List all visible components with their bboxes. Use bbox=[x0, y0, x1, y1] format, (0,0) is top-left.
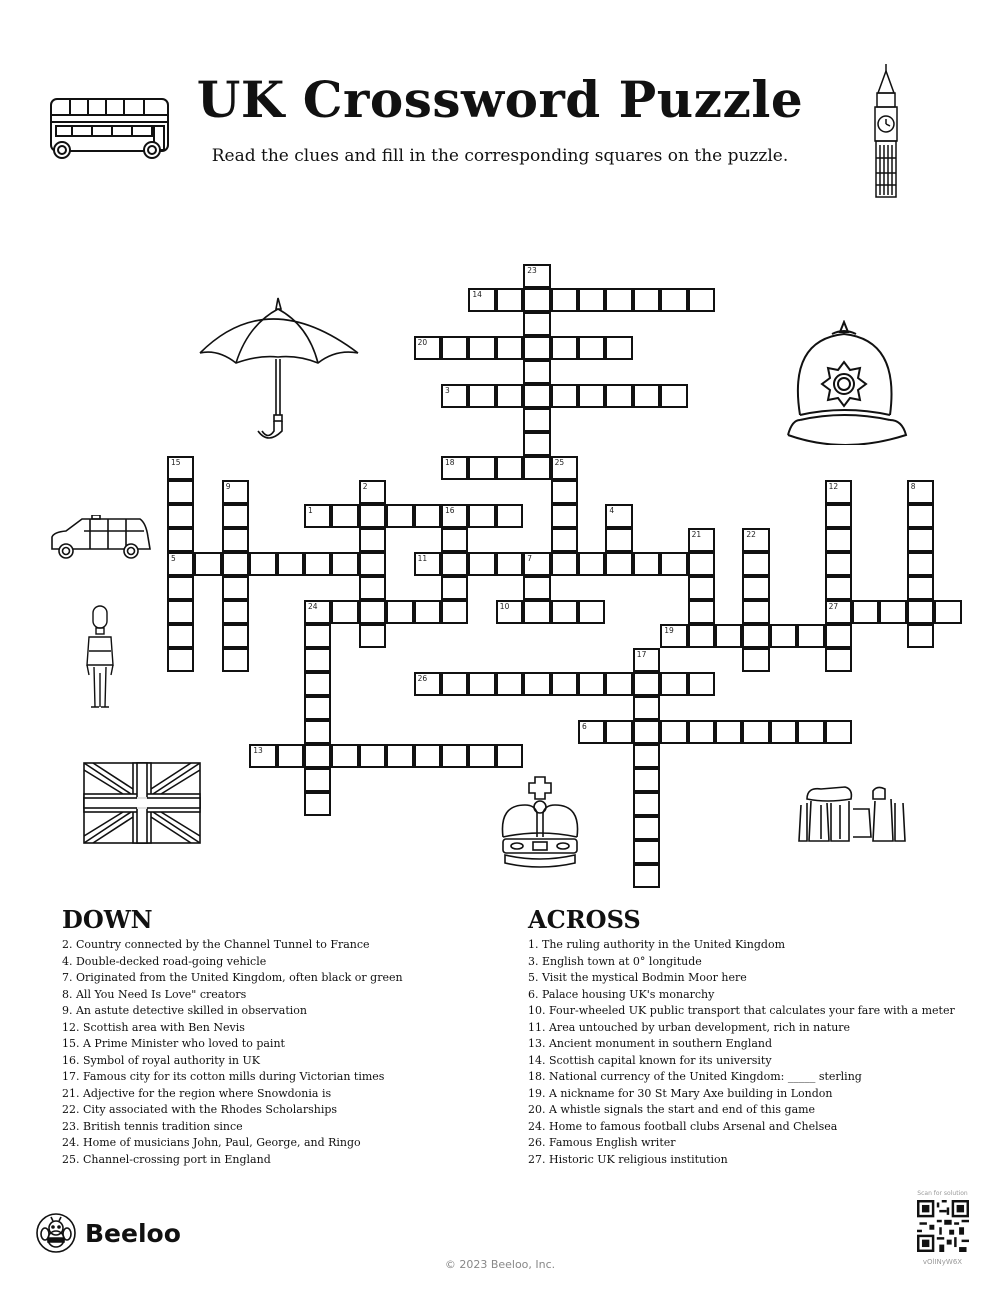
crossword-cell[interactable] bbox=[441, 336, 468, 360]
crossword-cell[interactable] bbox=[715, 624, 742, 648]
clue-number: 16 bbox=[445, 506, 455, 515]
crossword-cell[interactable] bbox=[633, 792, 660, 816]
crossword-cell[interactable] bbox=[633, 384, 660, 408]
clue-number: 24 bbox=[308, 602, 318, 611]
down-heading: DOWN bbox=[62, 905, 153, 934]
crossword-cell[interactable] bbox=[331, 552, 358, 576]
crossword-cell[interactable] bbox=[605, 288, 632, 312]
across-clue: 10. Four-wheeled UK public transport that calculates your fare with a meter bbox=[528, 1004, 955, 1017]
crossword-cell[interactable] bbox=[523, 336, 550, 360]
crossword-cell[interactable] bbox=[468, 672, 495, 696]
crossword-cell[interactable] bbox=[222, 528, 249, 552]
clue-number: 25 bbox=[554, 458, 565, 467]
crossword-cell[interactable] bbox=[359, 504, 386, 528]
crossword-cell[interactable] bbox=[359, 600, 386, 624]
crossword-cell[interactable] bbox=[496, 384, 523, 408]
crossword-cell[interactable] bbox=[359, 624, 386, 648]
crossword-cell[interactable] bbox=[578, 384, 605, 408]
crossword-cell[interactable] bbox=[359, 528, 386, 552]
crossword-cell[interactable] bbox=[715, 720, 742, 744]
bee-icon bbox=[35, 1212, 77, 1254]
across-clue: 6. Palace housing UK's monarchy bbox=[528, 987, 715, 1001]
crossword-cell[interactable] bbox=[660, 384, 687, 408]
crossword-cell[interactable] bbox=[496, 672, 523, 696]
crossword-cell[interactable] bbox=[551, 456, 578, 480]
crossword-cell[interactable] bbox=[633, 816, 660, 840]
crossword-cell[interactable] bbox=[825, 624, 852, 648]
crossword-cell[interactable] bbox=[633, 696, 660, 720]
across-clue: 27. Historic UK religious institution bbox=[528, 1152, 728, 1166]
crossword-cell[interactable] bbox=[304, 600, 331, 624]
clue-number: 10 bbox=[499, 602, 510, 611]
crossword-cell[interactable] bbox=[167, 624, 194, 648]
crossword-cell[interactable] bbox=[414, 552, 441, 576]
crossword-cell[interactable] bbox=[167, 576, 194, 600]
crossword-cell[interactable] bbox=[907, 504, 934, 528]
clue-number: 17 bbox=[636, 650, 647, 659]
down-clue: 16. Symbol of royal authority in UK bbox=[62, 1053, 260, 1067]
crossword-cell[interactable] bbox=[578, 336, 605, 360]
crossword-cell[interactable] bbox=[907, 528, 934, 552]
solution-qr[interactable] bbox=[905, 1190, 980, 1266]
crossword-cell[interactable] bbox=[304, 552, 331, 576]
crossword-cell[interactable] bbox=[359, 576, 386, 600]
across-clue: 26. Famous English writer bbox=[528, 1136, 676, 1149]
crossword-cell[interactable] bbox=[167, 504, 194, 528]
crossword-cell[interactable] bbox=[441, 576, 468, 600]
crossword-cell[interactable] bbox=[496, 336, 523, 360]
crossword-cell[interactable] bbox=[825, 480, 852, 504]
down-clue: 2. Country connected by the Channel Tunnel to France bbox=[62, 938, 370, 951]
clue-number: 20 bbox=[417, 338, 428, 347]
crossword-cell[interactable] bbox=[222, 600, 249, 624]
crossword-cell[interactable] bbox=[441, 528, 468, 552]
clue-number: 6 bbox=[582, 722, 587, 731]
crossword-cell[interactable] bbox=[414, 672, 441, 696]
crossword-cell[interactable] bbox=[633, 720, 660, 744]
crossword-cell[interactable] bbox=[633, 648, 660, 672]
beeloo-logo[interactable] bbox=[35, 1212, 181, 1254]
crossword-cell[interactable] bbox=[359, 744, 386, 768]
crossword-cell[interactable] bbox=[578, 552, 605, 576]
clue-number: 14 bbox=[472, 290, 482, 299]
crossword-cell[interactable] bbox=[386, 504, 413, 528]
crossword-cell[interactable] bbox=[523, 264, 550, 288]
clue-number: 15 bbox=[171, 458, 181, 467]
across-clue: 13. Ancient monument in southern England bbox=[528, 1037, 773, 1050]
crossword-cell[interactable] bbox=[742, 648, 769, 672]
crossword-cell[interactable] bbox=[825, 504, 852, 528]
crossword-cell[interactable] bbox=[605, 504, 632, 528]
crossword-cell[interactable] bbox=[660, 624, 687, 648]
across-clue: 11. Area untouched by urban development, rich in nature bbox=[528, 1020, 851, 1034]
crossword-cell[interactable] bbox=[441, 672, 468, 696]
down-clue: 23. British tennis tradition since bbox=[62, 1119, 243, 1133]
crossword-cell[interactable] bbox=[551, 672, 578, 696]
crossword-cell[interactable] bbox=[578, 600, 605, 624]
crossword-cell[interactable] bbox=[222, 504, 249, 528]
across-clue: 3. English town at 0° longitude bbox=[528, 954, 702, 968]
crossword-cell[interactable] bbox=[249, 552, 276, 576]
down-clue: 24. Home of musicians John, Paul, George, and Ringo bbox=[62, 1136, 361, 1149]
crossword-cell[interactable] bbox=[468, 504, 495, 528]
crossword-cell[interactable] bbox=[825, 552, 852, 576]
crossword-cell[interactable] bbox=[879, 600, 906, 624]
down-clue: 4. Double-decked road-going vehicle bbox=[62, 954, 267, 968]
crossword-cell[interactable] bbox=[304, 648, 331, 672]
clue-number: 21 bbox=[691, 530, 702, 539]
crossword-cell[interactable] bbox=[578, 288, 605, 312]
down-clue-list bbox=[62, 937, 403, 1168]
crossword-cell[interactable] bbox=[825, 576, 852, 600]
clue-number: 22 bbox=[746, 530, 756, 539]
crossword-cell[interactable] bbox=[605, 552, 632, 576]
crossword-cell[interactable] bbox=[605, 672, 632, 696]
down-clue: 8. All You Need Is Love" creators bbox=[62, 987, 247, 1001]
clue-number: 13 bbox=[253, 746, 263, 755]
crossword-cell[interactable] bbox=[167, 648, 194, 672]
crossword-cell[interactable] bbox=[304, 624, 331, 648]
crossword-cell[interactable] bbox=[907, 552, 934, 576]
crossword-cell[interactable] bbox=[167, 456, 194, 480]
clue-number: 5 bbox=[171, 554, 176, 563]
crossword-cell[interactable] bbox=[304, 744, 331, 768]
crossword-cell[interactable] bbox=[551, 288, 578, 312]
crossword-cell[interactable] bbox=[496, 600, 523, 624]
crossword-cell[interactable] bbox=[551, 528, 578, 552]
clue-number: 9 bbox=[225, 482, 231, 491]
crossword-cell[interactable] bbox=[441, 744, 468, 768]
crossword-cell[interactable] bbox=[907, 480, 934, 504]
crossword-cell[interactable] bbox=[386, 744, 413, 768]
crossword-cell[interactable] bbox=[633, 672, 660, 696]
crossword-cell[interactable] bbox=[414, 600, 441, 624]
crossword-cell[interactable] bbox=[551, 600, 578, 624]
crossword-cell[interactable] bbox=[660, 288, 687, 312]
clue-number: 3 bbox=[445, 386, 450, 395]
crossword-cell[interactable] bbox=[797, 624, 824, 648]
crossword-cell[interactable] bbox=[222, 576, 249, 600]
crossword-cell[interactable] bbox=[551, 504, 578, 528]
crossword-cell[interactable] bbox=[825, 600, 852, 624]
crossword-cell[interactable] bbox=[331, 504, 358, 528]
crossword-cell[interactable] bbox=[605, 384, 632, 408]
crossword-cell[interactable] bbox=[770, 624, 797, 648]
clue-number: 23 bbox=[527, 266, 537, 275]
crossword-cell[interactable] bbox=[304, 720, 331, 744]
crossword-cell[interactable] bbox=[825, 528, 852, 552]
clue-number: 12 bbox=[828, 482, 839, 491]
crossword-cell[interactable] bbox=[304, 504, 331, 528]
clue-number: 18 bbox=[445, 458, 455, 467]
crossword-cell[interactable] bbox=[304, 672, 331, 696]
crossword-cell[interactable] bbox=[523, 600, 550, 624]
page-subtitle: Read the clues and fill in the corresponding squares on the puzzle. bbox=[211, 146, 789, 166]
crossword-cell[interactable] bbox=[523, 408, 550, 432]
down-clue: 25. Channel-crossing port in England bbox=[62, 1152, 271, 1166]
crossword-cell[interactable] bbox=[633, 288, 660, 312]
crossword-cell[interactable] bbox=[523, 312, 550, 336]
crossword-cell[interactable] bbox=[605, 720, 632, 744]
crossword-cell[interactable] bbox=[359, 552, 386, 576]
crossword-cell[interactable] bbox=[742, 600, 769, 624]
crossword-cell[interactable] bbox=[742, 720, 769, 744]
crossword-cell[interactable] bbox=[468, 552, 495, 576]
clue-number: 1 bbox=[308, 506, 313, 515]
crossword-cell[interactable] bbox=[468, 744, 495, 768]
crossword-cell[interactable] bbox=[414, 744, 441, 768]
crossword-cell[interactable] bbox=[633, 864, 660, 888]
crossword-cell[interactable] bbox=[907, 624, 934, 648]
crossword-cell[interactable] bbox=[633, 840, 660, 864]
crossword-cell[interactable] bbox=[222, 480, 249, 504]
crossword-cell[interactable] bbox=[523, 552, 550, 576]
crossword-cell[interactable] bbox=[468, 384, 495, 408]
crossword-cell[interactable] bbox=[605, 336, 632, 360]
across-clue: 19. A nickname for 30 St Mary Axe building in London bbox=[528, 1086, 833, 1100]
crossword-cell[interactable] bbox=[688, 288, 715, 312]
crossword-cell[interactable] bbox=[688, 720, 715, 744]
crossword-cell[interactable] bbox=[523, 432, 550, 456]
crossword-cell[interactable] bbox=[688, 528, 715, 552]
crossword-cell[interactable] bbox=[331, 600, 358, 624]
crossword-cell[interactable] bbox=[688, 624, 715, 648]
crossword-cell[interactable] bbox=[523, 672, 550, 696]
crossword-cell[interactable] bbox=[441, 456, 468, 480]
clue-number: 2 bbox=[362, 482, 368, 491]
qr-code-id: vOlINyW6X bbox=[922, 1258, 963, 1266]
crossword-cell[interactable] bbox=[578, 720, 605, 744]
crossword-cell[interactable] bbox=[551, 552, 578, 576]
crossword-cell[interactable] bbox=[468, 456, 495, 480]
crossword-cell[interactable] bbox=[277, 552, 304, 576]
clue-number: 26 bbox=[417, 674, 428, 683]
crossword-cell[interactable] bbox=[825, 648, 852, 672]
crossword-cell[interactable] bbox=[633, 744, 660, 768]
copyright-text: © 2023 Beeloo, Inc. bbox=[444, 1258, 556, 1271]
clue-number: 19 bbox=[664, 626, 674, 635]
crossword-cell[interactable] bbox=[578, 672, 605, 696]
crossword-cell[interactable] bbox=[633, 552, 660, 576]
crossword-cell[interactable] bbox=[688, 600, 715, 624]
down-clue: 15. A Prime Minister who loved to paint bbox=[62, 1037, 285, 1050]
crossword-cell[interactable] bbox=[742, 528, 769, 552]
down-clue: 17. Famous city for its cotton mills during Victorian times bbox=[62, 1070, 385, 1083]
crossword-cell[interactable] bbox=[742, 552, 769, 576]
crossword-cell[interactable] bbox=[496, 552, 523, 576]
crossword-cell[interactable] bbox=[167, 480, 194, 504]
crossword-cell[interactable] bbox=[167, 528, 194, 552]
crossword-cell[interactable] bbox=[222, 648, 249, 672]
crossword-cell[interactable] bbox=[852, 600, 879, 624]
crossword-cell[interactable] bbox=[742, 624, 769, 648]
across-clue: 1. The ruling authority in the United Kingdom bbox=[528, 938, 786, 951]
across-heading: ACROSS bbox=[528, 905, 641, 934]
brand-name: Beeloo bbox=[85, 1218, 181, 1248]
across-clue: 14. Scottish capital known for its university bbox=[528, 1053, 772, 1067]
across-clue: 20. A whistle signals the start and end of this game bbox=[528, 1103, 816, 1116]
crossword-cell[interactable] bbox=[797, 720, 824, 744]
crossword-cell[interactable] bbox=[523, 576, 550, 600]
down-clue: 12. Scottish area with Ben Nevis bbox=[62, 1020, 245, 1034]
crossword-cell[interactable] bbox=[249, 744, 276, 768]
crossword-cell[interactable] bbox=[660, 720, 687, 744]
crossword-cell[interactable] bbox=[194, 552, 221, 576]
crossword-cell[interactable] bbox=[496, 504, 523, 528]
crossword-cell[interactable] bbox=[496, 456, 523, 480]
crossword-cell[interactable] bbox=[277, 744, 304, 768]
down-clue: 9. An astute detective skilled in observation bbox=[62, 1004, 307, 1017]
crossword-cell[interactable] bbox=[551, 480, 578, 504]
crossword-cell[interactable] bbox=[551, 384, 578, 408]
crossword-cell[interactable] bbox=[605, 528, 632, 552]
crossword-cell[interactable] bbox=[359, 480, 386, 504]
crossword-cell[interactable] bbox=[496, 288, 523, 312]
crossword-cell[interactable] bbox=[825, 720, 852, 744]
crossword-cell[interactable] bbox=[468, 288, 495, 312]
clue-number: 8 bbox=[910, 482, 916, 491]
crossword-cell[interactable] bbox=[441, 504, 468, 528]
crossword-cell[interactable] bbox=[414, 504, 441, 528]
crossword-cell[interactable] bbox=[441, 552, 468, 576]
crossword-cell[interactable] bbox=[523, 384, 550, 408]
crossword-cell[interactable] bbox=[304, 696, 331, 720]
crossword-cell[interactable] bbox=[386, 600, 413, 624]
crossword-cell[interactable] bbox=[907, 576, 934, 600]
crossword-cell[interactable] bbox=[167, 600, 194, 624]
crossword-cell[interactable] bbox=[523, 360, 550, 384]
down-clue: 22. City associated with the Rhodes Scholarships bbox=[62, 1103, 338, 1116]
crossword-cell[interactable] bbox=[441, 600, 468, 624]
crossword-cell[interactable] bbox=[934, 600, 961, 624]
crossword-cell[interactable] bbox=[688, 576, 715, 600]
down-clue: 21. Adjective for the region where Snowdonia is bbox=[62, 1086, 332, 1100]
crossword-cell[interactable] bbox=[523, 456, 550, 480]
crossword-cell[interactable] bbox=[331, 744, 358, 768]
across-clue: 5. Visit the mystical Bodmin Moor here bbox=[528, 971, 747, 984]
crossword-cell[interactable] bbox=[222, 552, 249, 576]
crossword-cell[interactable] bbox=[414, 336, 441, 360]
crossword-cell[interactable] bbox=[523, 288, 550, 312]
crossword-cell[interactable] bbox=[167, 552, 194, 576]
qr-code-icon bbox=[917, 1200, 969, 1252]
crossword-cell[interactable] bbox=[496, 744, 523, 768]
crossword-cell[interactable] bbox=[304, 792, 331, 816]
qr-caption: Scan for solution bbox=[917, 1190, 968, 1197]
crossword-cell[interactable] bbox=[688, 552, 715, 576]
page-title: UK Crossword Puzzle bbox=[196, 70, 804, 129]
clue-number: 27 bbox=[828, 602, 839, 611]
down-clue: 7. Originated from the United Kingdom, often black or green bbox=[62, 971, 403, 984]
crossword-cell[interactable] bbox=[742, 576, 769, 600]
crossword-cell[interactable] bbox=[441, 384, 468, 408]
crossword-cell[interactable] bbox=[660, 552, 687, 576]
crossword-cell[interactable] bbox=[304, 768, 331, 792]
crossword-cell[interactable] bbox=[688, 672, 715, 696]
clue-number: 4 bbox=[609, 506, 615, 515]
crossword-cell[interactable] bbox=[222, 624, 249, 648]
crossword-cell[interactable] bbox=[551, 336, 578, 360]
crossword-cell[interactable] bbox=[468, 336, 495, 360]
crossword-cell[interactable] bbox=[660, 672, 687, 696]
crossword-cell[interactable] bbox=[907, 600, 934, 624]
crossword-cell[interactable] bbox=[770, 720, 797, 744]
across-clue: 24. Home to famous football clubs Arsenal and Chelsea bbox=[528, 1119, 838, 1133]
across-clue-list bbox=[528, 937, 955, 1168]
clue-number: 7 bbox=[527, 554, 532, 563]
crossword-cell[interactable] bbox=[633, 768, 660, 792]
clue-number: 11 bbox=[417, 554, 428, 563]
across-clue: 18. National currency of the United Kingdom: _____ sterling bbox=[528, 1070, 862, 1083]
